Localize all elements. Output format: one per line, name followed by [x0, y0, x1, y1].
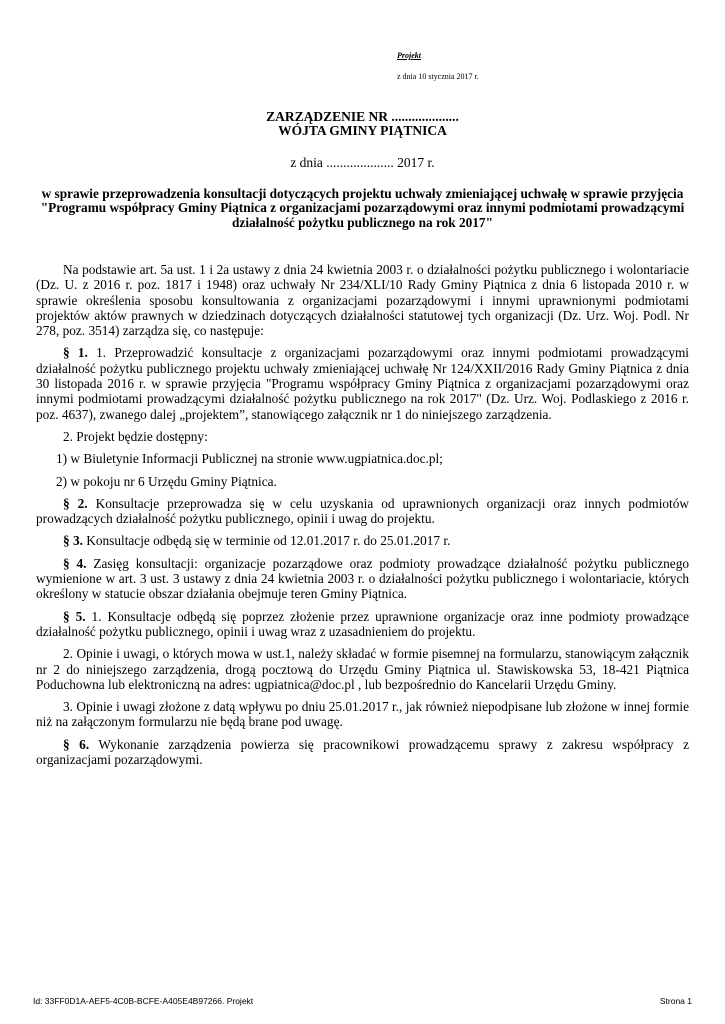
section-1-mark: § 1.: [63, 345, 88, 361]
section-6-text: Wykonanie zarządzenia powierza się pracownikowi prowadzącemu sprawy z zakresu współpracy z organizacjami pozarządowymi.: [36, 736, 689, 768]
section-5-text: 1. Konsultacje odbędą się poprzez złożenie przez uprawnione organizacje oraz inne podmioty prowadzące działalność pożytku publicznego, opinii i uwag wraz z uzasadnieniem do projektu.: [36, 608, 689, 639]
section-2-text: Konsultacje przeprowadza się w celu uzyskania od uprawnionych organizacji oraz innych podmiotów prowadzących działalność pożytku publicznego, opinii i uwag do projektu.: [36, 495, 689, 527]
section-6-mark: § 6.: [63, 736, 90, 752]
page-number: Strona 1: [659, 996, 692, 1006]
document-body: [36, 262, 689, 774]
section-3-mark: § 3.: [63, 533, 83, 549]
document-title: [0, 110, 725, 138]
section-1-text: 1. Przeprowadzić konsultacje z organizacjami pozarządowymi oraz innymi podmiotami prowadzącymi działalność pożytku publicznego projektu uchwały zmieniającej uchwałę Nr 124/XXII/2016 Rady Gminy Piątnica z dnia 30 listopada 2016 r. w sprawie przyjęcia "Programu współpracy Gminy Piątnica z organizacjami pozarządowymi oraz innymi podmiotami prowadzącymi działalność pożytku publicznego na rok 2017" (Dz. Urz. Woj. Podlaskiego z 2016 r. poz. 4637), zwanego dalej „projektem”, stanowiącego załącznik nr 1 do niniejszego zarządzenia.: [36, 345, 690, 422]
section-5-point-2: 2. Opinie i uwagi, o których mowa w ust.1, należy składać w formie pisemnej na formularzu, stanowiącym załącznik nr 2 do niniejszego zarządzenia, drogą pocztową do Urzędu Gminy Piątnica ul. Stawiskowska 53, 18-421 Piątnica Poduchowna lub elektroniczną na adres: ugpiatnica@doc.pl , lub bezpośrednio do Kancelarii Urzędu Gminy.: [36, 646, 689, 692]
draft-label: Projekt: [397, 51, 421, 60]
section-1-item-1: 1) w Biuletynie Informacji Publicznej na stronie www.ugpiatnica.doc.pl;: [56, 451, 443, 467]
section-3-text: Konsultacje odbędą się w terminie od 12.01.2017 r. do 25.01.2017 r.: [82, 533, 451, 549]
title-line-1: ZARZĄDZENIE NR ....................: [266, 109, 459, 124]
title-line-2: WÓJTA GMINY PIĄTNICA: [278, 123, 447, 138]
section-1-item-2: 2) w pokoju nr 6 Urzędu Gminy Piątnica.: [56, 473, 277, 489]
document-id: Id: 33FF0D1A-AEF5-4C0B-BCFE-A405E4B97266. Projekt: [33, 996, 254, 1006]
section-1-point-2: 2. Projekt będzie dostępny:: [63, 428, 208, 444]
section-5-mark: § 5.: [63, 608, 86, 624]
section-3: [36, 533, 689, 548]
section-2-mark: § 2.: [63, 495, 88, 511]
date-line: z dnia .................... 2017 r.: [290, 155, 435, 170]
section-4: [36, 556, 689, 602]
draft-date: z dnia 10 stycznia 2017 r.: [397, 72, 479, 81]
section-5-point-3: 3. Opinie i uwagi złożone z datą wpływu po dniu 25.01.2017 r., jak również niepodpisane lub złożone w innej formie niż na załączonym formularzu nie będą brane pod uwagę.: [36, 699, 689, 730]
section-5: [36, 609, 689, 640]
section-1: [36, 345, 689, 421]
section-4-mark: § 4.: [63, 555, 87, 571]
intro-paragraph: Na podstawie art. 5a ust. 1 i 2a ustawy z dnia 24 kwietnia 2003 r. o działalności pożytku publicznego i wolontariacie (Dz. U. z 2016 r. poz. 1817 i 1948) oraz uchwały Nr 234/XLI/10 Rady Gminy Piątnica z dnia 6 listopada 2010 r. w sprawie określenia sposobu konsultowania z organizacjami pozarządowymi i innymi uprawnionymi podmiotami projektów aktów prawnych w dziedzinach dotyczących działalności statutowej tych organizacji (Dz. Urz. Woj. Podl. Nr 278, poz. 3514) zarządza się, co następuje:: [36, 262, 689, 339]
section-6: [36, 737, 689, 768]
section-4-text: Zasięg konsultacji: organizacje pozarządowe oraz podmioty prowadzące działalność pożytku publicznego wymienione w art. 3 ust. 3 ustawy z dnia 24 kwietnia 2003 r. o działalności pożytku publicznego i wolontariacie, których określony w statucie obszar działania obejmuje teren Gminy Piątnica.: [36, 555, 689, 602]
subject: w sprawie przeprowadzenia konsultacji dotyczących projektu uchwały zmieniającej uchwałę w sprawie przyjęcia "Programu współpracy Gminy Piątnica z organizacjami pozarządowymi oraz innymi podmiotami prowadzącymi działalność pożytku publicznego na rok 2017": [40, 186, 685, 230]
section-2: [36, 496, 689, 527]
